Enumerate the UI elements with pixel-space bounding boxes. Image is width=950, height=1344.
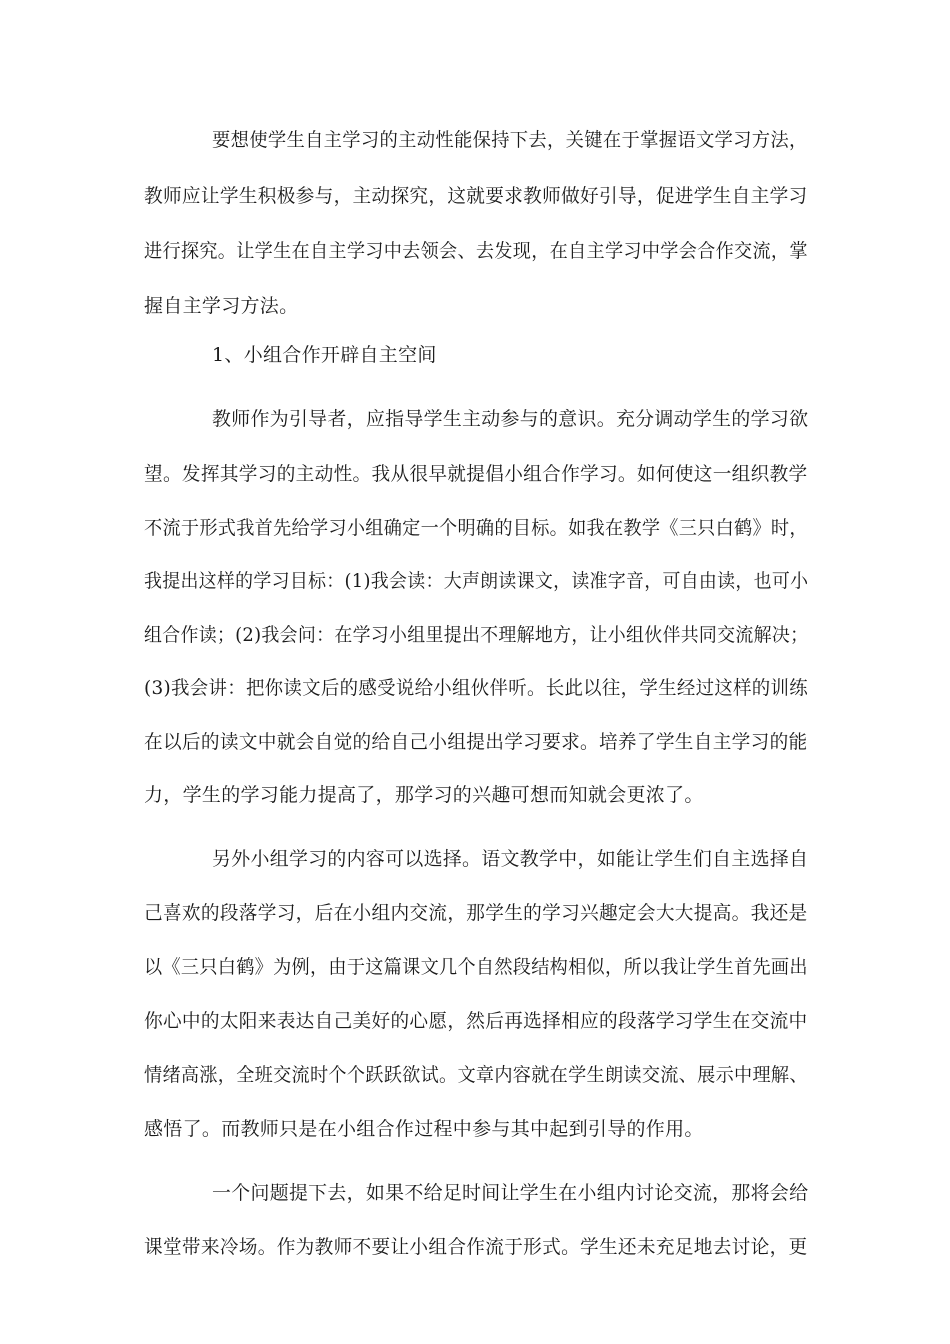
paragraph-3-line-5: 情绪高涨，全班交流时个个跃跃欲试。文章内容就在学生朗读交流、展示中理解、	[144, 1064, 808, 1086]
paragraph-1-line-4: 握自主学习方法。	[144, 295, 299, 317]
paragraph-4-line-2: 课堂带来冷场。作为教师不要让小组合作流于形式。学生还未充足地去讨论，更	[144, 1236, 808, 1258]
paragraph-4-line-1: 一个问题提下去，如果不给足时间让学生在小组内讨论交流，那将会给	[212, 1182, 809, 1204]
paragraph-1-line-1: 要想使学生自主学习的主动性能保持下去，关键在于掌握语文学习方法，	[212, 129, 808, 151]
paragraph-3-line-2: 己喜欢的段落学习，后在小组内交流，那学生的学习兴趣定会大大提高。我还是	[144, 902, 808, 924]
paragraph-2-line-1: 教师作为引导者，应指导学生主动参与的意识。充分调动学生的学习欲	[212, 408, 809, 430]
paragraph-3-line-6: 感悟了。而教师只是在小组合作过程中参与其中起到引导的作用。	[144, 1118, 704, 1140]
paragraph-1-line-3: 进行探究。让学生在自主学习中去领会、去发现，在自主学习中学会合作交流，掌	[144, 240, 808, 262]
paragraph-2-line-4: 我提出这样的学习目标：(1)我会读：大声朗读课文，读准字音，可自由读，也可小	[144, 570, 809, 592]
section-heading: 1、小组合作开辟自主空间	[212, 344, 437, 366]
paragraph-1-line-2: 教师应让学生积极参与，主动探究，这就要求教师做好引导，促进学生自主学习	[144, 185, 808, 207]
paragraph-3-line-4: 你心中的太阳来表达自己美好的心愿，然后再选择相应的段落学习学生在交流中	[144, 1010, 808, 1032]
paragraph-2-line-6: (3)我会讲：把你读文后的感受说给小组伙伴听。长此以往，学生经过这样的训练	[144, 677, 809, 699]
paragraph-2-line-7: 在以后的读文中就会自觉的给自己小组提出学习要求。培养了学生自主学习的能	[144, 731, 808, 753]
paragraph-3-line-3: 以《三只白鹤》为例，由于这篇课文几个自然段结构相似，所以我让学生首先画出	[144, 956, 808, 978]
paragraph-2-line-8: 力，学生的学习能力提高了，那学习的兴趣可想而知就会更浓了。	[144, 784, 704, 806]
paragraph-2-line-5: 组合作读；(2)我会问：在学习小组里提出不理解地方，让小组伙伴共同交流解决；	[144, 624, 809, 646]
paragraph-2-line-2: 望。发挥其学习的主动性。我从很早就提倡小组合作学习。如何使这一组织教学	[144, 463, 808, 485]
paragraph-2-line-3: 不流于形式我首先给学习小组确定一个明确的目标。如我在教学《三只白鹤》时，	[144, 517, 808, 539]
paragraph-3-line-1: 另外小组学习的内容可以选择。语文教学中，如能让学生们自主选择自	[212, 848, 809, 870]
